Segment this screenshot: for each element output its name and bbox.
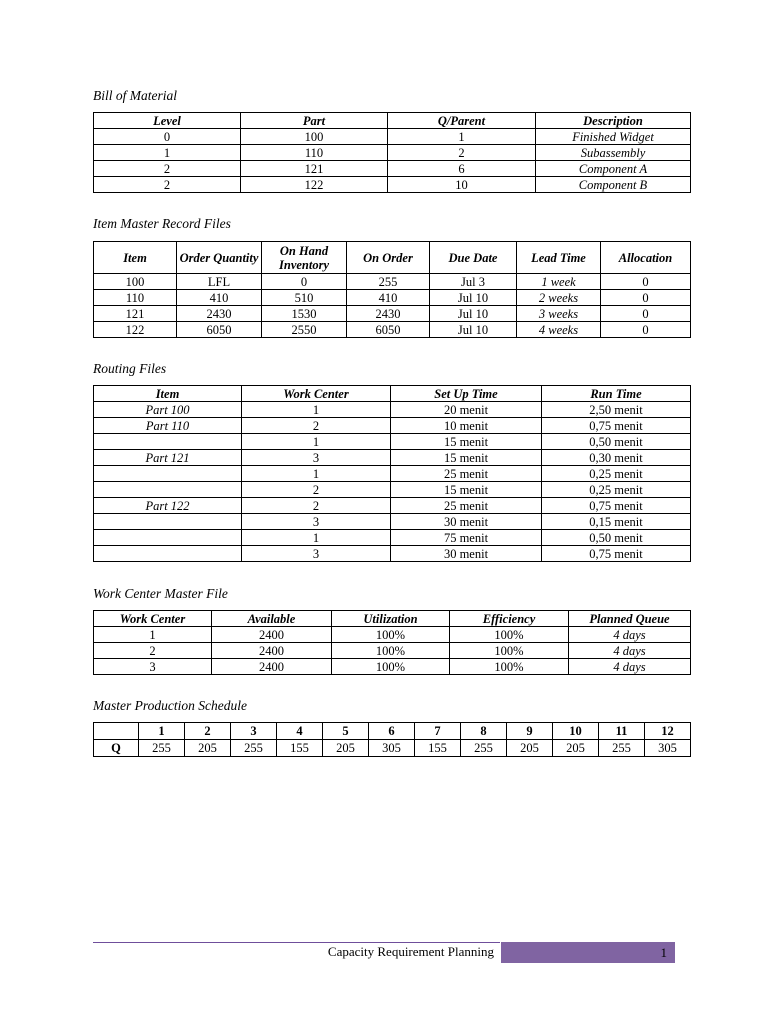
table-row xyxy=(94,514,691,530)
table-cell: Component B xyxy=(536,177,691,193)
table-cell: 255 xyxy=(231,740,277,757)
column-header: Order Quantity xyxy=(177,242,262,274)
table-cell: 255 xyxy=(139,740,185,757)
table-row xyxy=(94,643,691,659)
table-row xyxy=(94,145,691,161)
table-cell xyxy=(94,466,242,482)
table-cell: 155 xyxy=(277,740,323,757)
table-cell: 15 menit xyxy=(391,434,542,450)
item-master-table xyxy=(93,241,691,338)
column-header: Level xyxy=(94,113,241,129)
table-row xyxy=(94,498,691,514)
table-row xyxy=(94,418,691,434)
table-row xyxy=(94,466,691,482)
table-cell: 0,75 menit xyxy=(542,418,691,434)
period-header: 2 xyxy=(185,723,231,740)
table-cell: 100% xyxy=(332,643,450,659)
table-cell: 110 xyxy=(94,290,177,306)
table-cell: 0 xyxy=(601,274,691,290)
column-header: Available xyxy=(212,611,332,627)
table-cell: 30 menit xyxy=(391,546,542,562)
table-row xyxy=(94,322,691,338)
routing-table xyxy=(93,385,691,562)
table-cell: 3 weeks xyxy=(517,306,601,322)
table-cell: 6050 xyxy=(177,322,262,338)
row-label: Q xyxy=(94,740,139,757)
table-row xyxy=(94,627,691,643)
period-header: 6 xyxy=(369,723,415,740)
table-cell: 0,75 menit xyxy=(542,498,691,514)
table-cell: Jul 10 xyxy=(430,306,517,322)
table-row xyxy=(94,129,691,145)
table-cell: 4 days xyxy=(569,627,691,643)
table-cell: 0,25 menit xyxy=(542,482,691,498)
table-header-row xyxy=(94,611,691,627)
table-cell: 2 xyxy=(94,161,241,177)
table-cell: 121 xyxy=(94,306,177,322)
mps-title: Master Production Schedule xyxy=(93,698,247,713)
table-cell: 1 xyxy=(242,402,391,418)
bom-table xyxy=(93,112,691,193)
table-cell: 100 xyxy=(94,274,177,290)
table-cell: 2 weeks xyxy=(517,290,601,306)
column-header: Due Date xyxy=(430,242,517,274)
table-header-row xyxy=(94,113,691,129)
table-cell: 30 menit xyxy=(391,514,542,530)
table-cell: 205 xyxy=(185,740,231,757)
footer-title: Capacity Requirement Planning xyxy=(327,944,494,959)
table-cell: 205 xyxy=(507,740,553,757)
table-cell: 3 xyxy=(242,450,391,466)
table-cell: Part 121 xyxy=(94,450,242,466)
column-header: Q/Parent xyxy=(388,113,536,129)
period-header: 7 xyxy=(415,723,461,740)
table-cell: Finished Widget xyxy=(536,129,691,145)
table-cell: 122 xyxy=(241,177,388,193)
table-cell: 2 xyxy=(94,643,212,659)
table-cell: 100% xyxy=(332,627,450,643)
column-header: Item xyxy=(94,386,242,402)
table-cell: 2400 xyxy=(212,659,332,675)
table-cell: 1 xyxy=(94,627,212,643)
table-cell: 10 xyxy=(388,177,536,193)
corner-cell xyxy=(94,723,139,740)
table-cell: 4 days xyxy=(569,643,691,659)
mps-table xyxy=(93,722,691,757)
period-header: 9 xyxy=(507,723,553,740)
table-cell: 0 xyxy=(601,306,691,322)
table-row xyxy=(94,482,691,498)
period-header: 5 xyxy=(323,723,369,740)
column-header: Allocation xyxy=(601,242,691,274)
table-cell: 20 menit xyxy=(391,402,542,418)
table-cell: 1 xyxy=(242,434,391,450)
column-header: Part xyxy=(241,113,388,129)
table-cell: 1 xyxy=(242,530,391,546)
table-cell: 100% xyxy=(450,643,569,659)
table-cell: Jul 10 xyxy=(430,322,517,338)
table-cell: 0 xyxy=(262,274,347,290)
table-cell: 1 xyxy=(94,145,241,161)
table-cell: 100% xyxy=(450,659,569,675)
column-header: Efficiency xyxy=(450,611,569,627)
period-header: 3 xyxy=(231,723,277,740)
period-header: 12 xyxy=(645,723,691,740)
footer-rule xyxy=(93,942,500,943)
table-row xyxy=(94,290,691,306)
table-cell: 110 xyxy=(241,145,388,161)
table-cell: 255 xyxy=(347,274,430,290)
table-cell: 25 menit xyxy=(391,498,542,514)
table-cell: 3 xyxy=(94,659,212,675)
table-cell: Subassembly xyxy=(536,145,691,161)
table-cell: 2430 xyxy=(177,306,262,322)
table-cell: 1 week xyxy=(517,274,601,290)
work-center-title: Work Center Master File xyxy=(93,586,228,601)
table-cell: 2 xyxy=(94,177,241,193)
table-cell: 2,50 menit xyxy=(542,402,691,418)
period-header: 8 xyxy=(461,723,507,740)
table-cell: 2 xyxy=(388,145,536,161)
table-cell: 6050 xyxy=(347,322,430,338)
table-cell: 15 menit xyxy=(391,482,542,498)
table-cell: 0 xyxy=(601,322,691,338)
table-cell xyxy=(94,482,242,498)
table-cell: 3 xyxy=(242,514,391,530)
table-cell: 122 xyxy=(94,322,177,338)
table-row xyxy=(94,402,691,418)
table-cell: 410 xyxy=(347,290,430,306)
table-cell: 1 xyxy=(388,129,536,145)
bom-title: Bill of Material xyxy=(93,88,177,103)
table-cell: 10 menit xyxy=(391,418,542,434)
table-cell: 205 xyxy=(323,740,369,757)
table-row xyxy=(94,434,691,450)
column-header: Work Center xyxy=(242,386,391,402)
table-cell: 2400 xyxy=(212,643,332,659)
table-cell: Part 110 xyxy=(94,418,242,434)
table-cell: 4 weeks xyxy=(517,322,601,338)
table-cell: 155 xyxy=(415,740,461,757)
table-cell: 1530 xyxy=(262,306,347,322)
table-cell: Component A xyxy=(536,161,691,177)
column-header: Lead Time xyxy=(517,242,601,274)
column-header: Set Up Time xyxy=(391,386,542,402)
table-cell xyxy=(94,546,242,562)
table-row xyxy=(94,530,691,546)
footer-page-box xyxy=(501,942,675,963)
table-cell: Jul 10 xyxy=(430,290,517,306)
table-cell: 255 xyxy=(461,740,507,757)
table-cell: 305 xyxy=(369,740,415,757)
table-row xyxy=(94,546,691,562)
table-row xyxy=(94,177,691,193)
table-cell: Part 100 xyxy=(94,402,242,418)
table-cell: 0,25 menit xyxy=(542,466,691,482)
table-cell: 0,75 menit xyxy=(542,546,691,562)
column-header: Planned Queue xyxy=(569,611,691,627)
period-header: 10 xyxy=(553,723,599,740)
page-number: 1 xyxy=(660,945,667,960)
table-cell: 205 xyxy=(553,740,599,757)
table-cell: 2550 xyxy=(262,322,347,338)
table-cell: 510 xyxy=(262,290,347,306)
table-row xyxy=(94,274,691,290)
table-row xyxy=(94,306,691,322)
table-cell xyxy=(94,530,242,546)
table-cell: 0 xyxy=(601,290,691,306)
table-cell: 305 xyxy=(645,740,691,757)
table-cell: 2400 xyxy=(212,627,332,643)
table-row xyxy=(94,659,691,675)
item-master-title: Item Master Record Files xyxy=(93,216,231,231)
table-cell: 0,30 menit xyxy=(542,450,691,466)
period-header: 4 xyxy=(277,723,323,740)
table-cell: 0 xyxy=(94,129,241,145)
table-cell: 100% xyxy=(332,659,450,675)
table-cell: 100% xyxy=(450,627,569,643)
table-header-row xyxy=(94,386,691,402)
column-header: Item xyxy=(94,242,177,274)
table-row xyxy=(94,450,691,466)
column-header: Utilization xyxy=(332,611,450,627)
table-cell: 2430 xyxy=(347,306,430,322)
period-header: 1 xyxy=(139,723,185,740)
table-cell: 0,15 menit xyxy=(542,514,691,530)
table-cell: 121 xyxy=(241,161,388,177)
table-cell xyxy=(94,514,242,530)
table-header-row xyxy=(94,723,691,740)
column-header: On Hand Inventory xyxy=(262,242,347,274)
table-cell: 15 menit xyxy=(391,450,542,466)
table-cell: Jul 3 xyxy=(430,274,517,290)
column-header: Run Time xyxy=(542,386,691,402)
table-cell xyxy=(94,434,242,450)
table-cell: 0,50 menit xyxy=(542,434,691,450)
column-header: On Order xyxy=(347,242,430,274)
table-cell: 25 menit xyxy=(391,466,542,482)
routing-title: Routing Files xyxy=(93,361,167,376)
table-cell: 75 menit xyxy=(391,530,542,546)
table-cell: 2 xyxy=(242,482,391,498)
column-header: Work Center xyxy=(94,611,212,627)
table-cell: 100 xyxy=(241,129,388,145)
table-cell: LFL xyxy=(177,274,262,290)
period-header: 11 xyxy=(599,723,645,740)
table-row xyxy=(94,740,691,757)
column-header: Description xyxy=(536,113,691,129)
table-cell: 3 xyxy=(242,546,391,562)
work-center-table xyxy=(93,610,691,675)
table-cell: 1 xyxy=(242,466,391,482)
table-cell: 410 xyxy=(177,290,262,306)
table-header-row xyxy=(94,242,691,274)
table-cell: 255 xyxy=(599,740,645,757)
table-cell: 6 xyxy=(388,161,536,177)
table-cell: 4 days xyxy=(569,659,691,675)
table-cell: 0,50 menit xyxy=(542,530,691,546)
table-cell: 2 xyxy=(242,418,391,434)
table-cell: 2 xyxy=(242,498,391,514)
table-row xyxy=(94,161,691,177)
table-cell: Part 122 xyxy=(94,498,242,514)
